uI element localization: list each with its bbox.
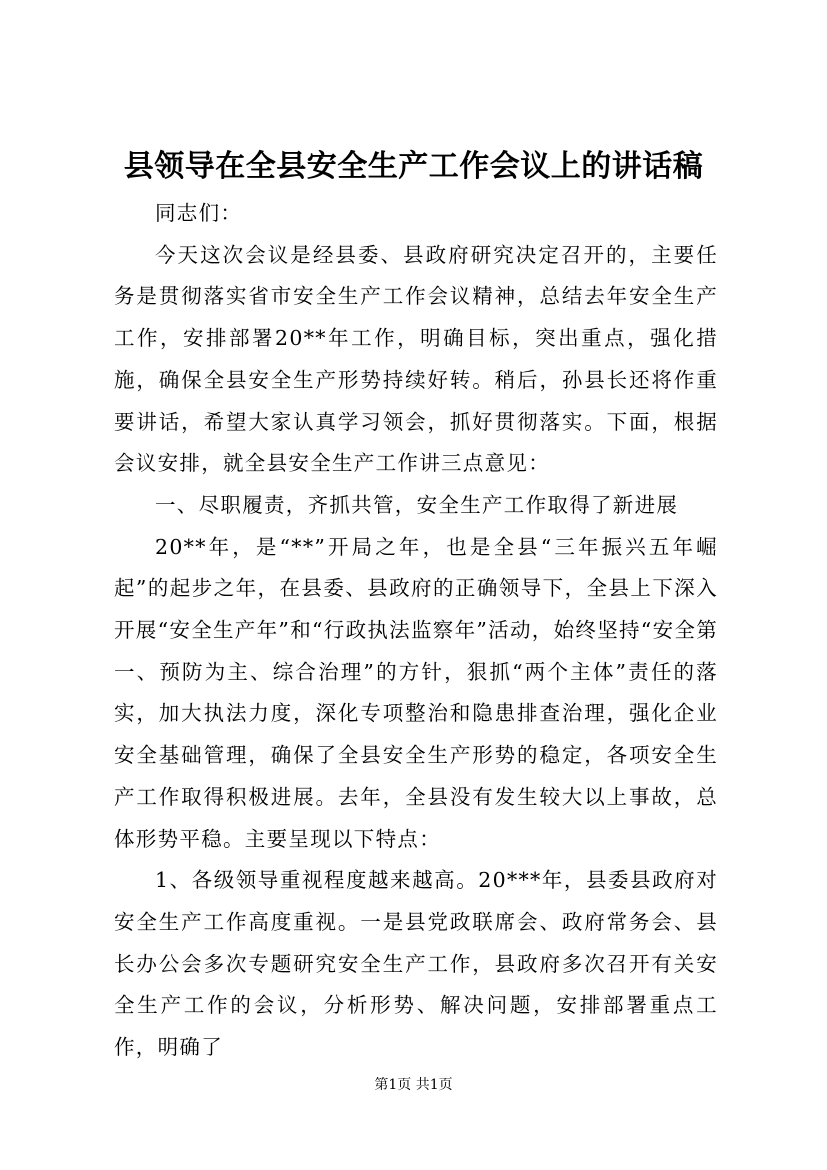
paragraph-review: 20**年，是“**”开局之年，也是全县“三年振兴五年崛起”的起步之年，在县委、县政府的正确领导下，全县上下深入开展“安全生产年”和“行政执法监察年”活动，始终坚持“安全第一、预防为主、综合治理”的方针，狠抓“两个主体”责任的落实，加大执法力度，深化专项整治和隐患排查治理，强化企业安全基础管理，确保了全县安全生产形势的稳定，各项安全生产工作取得积极进展。去年，全县没有发生较大以上事故，总体形势平稳。主要呈现以下特点：: [114, 534, 718, 851]
document-title: 县领导在全县安全生产工作会议上的讲话稿: [123, 149, 704, 184]
page-footer: 第1页 共1页: [374, 1077, 453, 1093]
paragraph-intro: 今天这次会议是经县委、县政府研究决定召开的，主要任务是贯彻落实省市安全生产工作会议精神，总结去年安全生产工作，安排部署20**年工作，明确目标，突出重点，强化措施，确保全县安全生产形势持续好转。稍后，孙县长还将作重要讲话，希望大家认真学习领会，抓好贯彻落实。下面，根据会议安排，就全县安全生产工作讲三点意见：: [114, 242, 718, 476]
paragraph-point-1: 1、各级领导重视程度越来越高。20***年，县委县政府对安全生产工作高度重视。一是县党政联席会、政府常务会、县长办公会多次专题研究安全生产工作，县政府多次召开有关安全生产工作的会议，分析形势、解决问题，安排部署重点工作，明确了: [114, 868, 718, 1060]
document-body: [114, 193, 718, 1069]
salutation: 同志们：: [155, 201, 243, 225]
section-heading: 一、尽职履责，齐抓共管，安全生产工作取得了新进展: [155, 492, 679, 517]
